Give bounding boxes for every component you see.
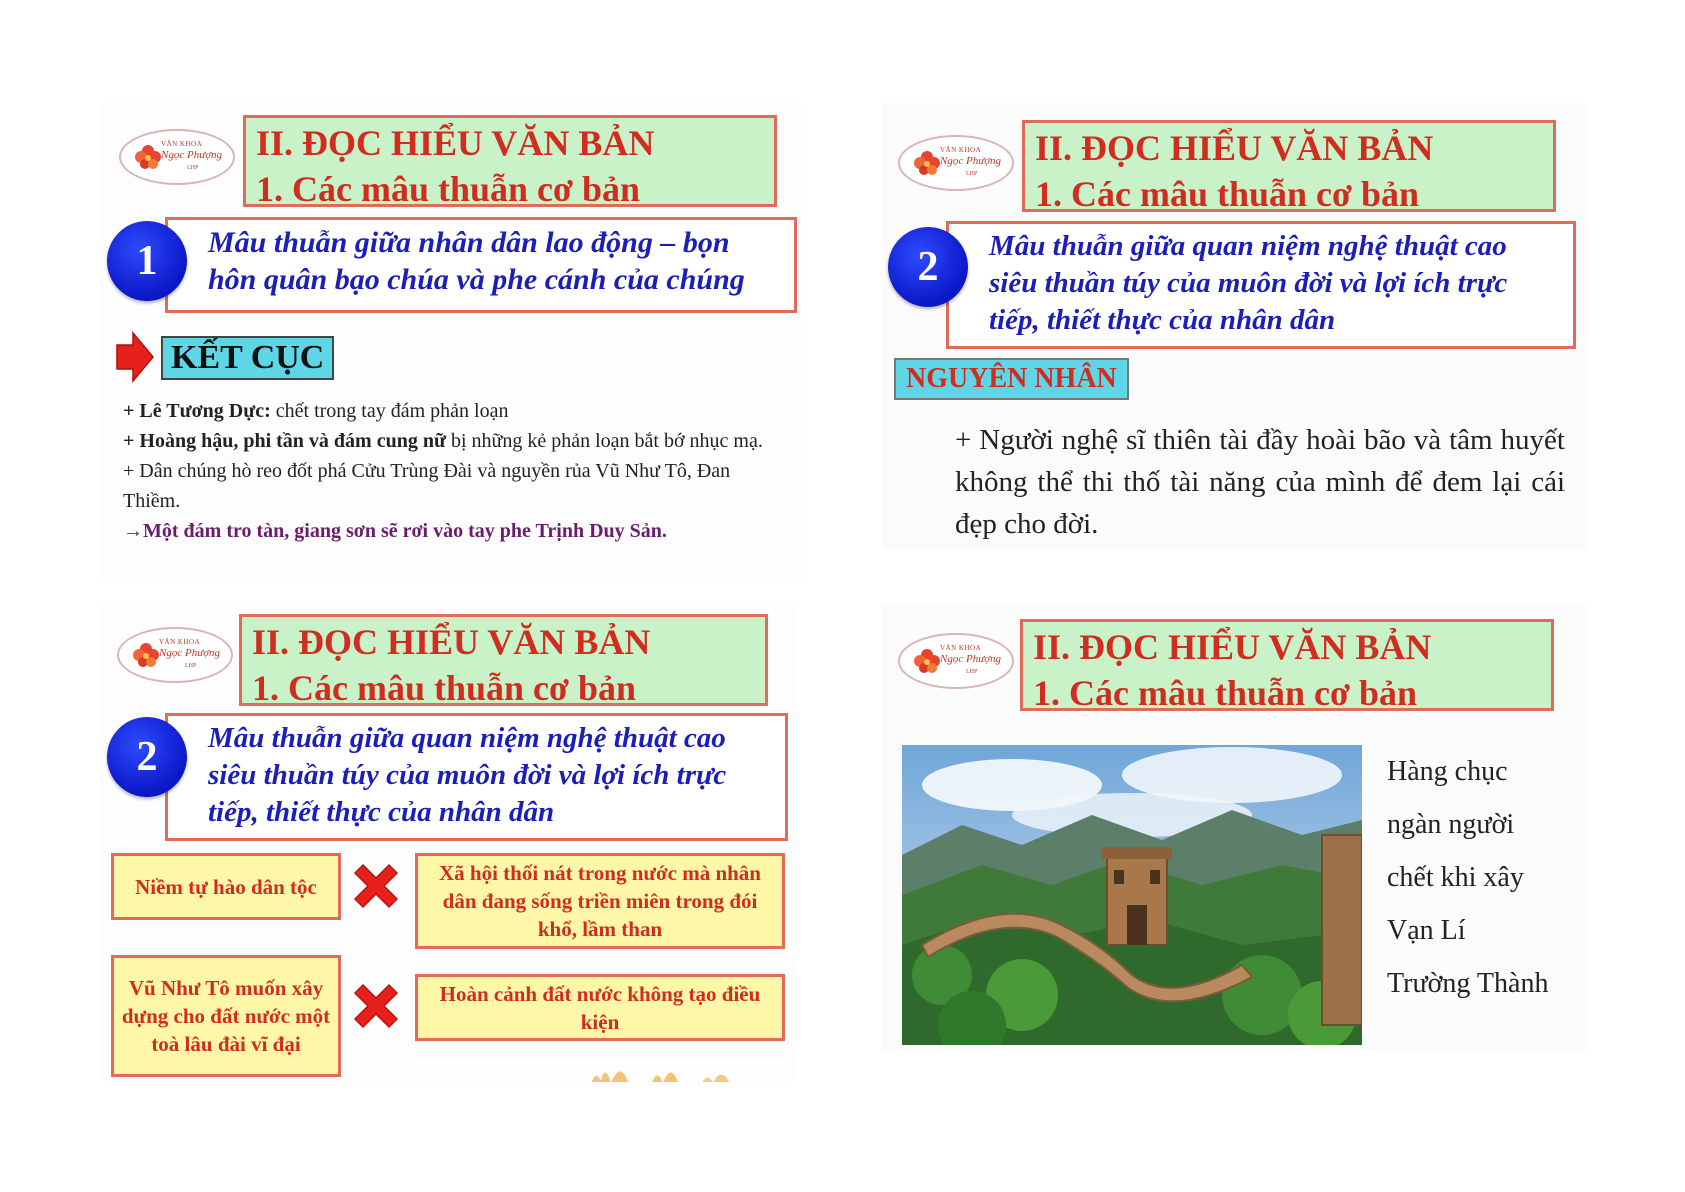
caption-line: Hàng chục xyxy=(1387,756,1508,787)
x-mark-icon xyxy=(349,979,403,1033)
slide-title xyxy=(243,115,777,207)
slide-2 xyxy=(882,103,1587,550)
logo-line1: VĂN KHOA xyxy=(940,146,982,154)
list-item xyxy=(123,456,788,516)
logo-badge xyxy=(898,135,1014,191)
logo-line3: LHP xyxy=(185,663,197,669)
conclusion-text: →Một đám tro tàn, giang sơn sẽ rơi vào tay phe Trịnh Duy Sản. xyxy=(123,520,667,542)
caption-line: Trường Thành xyxy=(1387,968,1549,999)
conflict-text: Mâu thuẫn giữa quan niệm nghệ thuật cao siêu thuần túy của muôn đời và lợi ích trực tiếp, thiết thực của nhân dân xyxy=(208,722,727,828)
pride-box: Niềm tự hào dân tộc xyxy=(111,853,341,920)
wall-caption xyxy=(1387,745,1548,1010)
slide-title xyxy=(1020,619,1554,711)
circumstance-box: Hoàn cảnh đất nước không tạo điều kiện xyxy=(415,974,785,1041)
number-badge: 1 xyxy=(107,221,187,301)
logo-line3: LHP xyxy=(187,165,199,171)
slide-3 xyxy=(101,605,795,1082)
conflict-statement xyxy=(165,713,788,841)
logo-line3: LHP xyxy=(966,669,978,675)
item-bold: + Hoàng hậu, phi tần và đám cung nữ xyxy=(123,430,446,452)
society-box: Xã hội thối nát trong nước mà nhân dân đang sống triền miên trong đói khổ, lầm than xyxy=(415,853,785,949)
logo-line1: VĂN KHOA xyxy=(159,638,201,646)
flower-icon xyxy=(914,149,940,175)
flower-icon xyxy=(133,641,159,667)
cause-text: + Người nghệ sĩ thiên tài đầy hoài bão và tâm huyết không thể thi thố tài năng của mình để đem lại cái đẹp cho đời. xyxy=(955,424,1565,540)
flower-icon xyxy=(914,647,940,673)
item-bold: + Lê Tương Dực: xyxy=(123,400,271,422)
conflict-statement xyxy=(946,221,1576,349)
title-line2: 1. Các mâu thuẫn cơ bản xyxy=(252,668,636,708)
conflict-text: Mâu thuẫn giữa quan niệm nghệ thuật cao siêu thuần túy của muôn đời và lợi ích trực tiếp, thiết thực của nhân dân xyxy=(989,230,1508,336)
ketcuc-list xyxy=(123,396,788,546)
number-badge: 2 xyxy=(107,717,187,797)
caption-line: Vạn Lí xyxy=(1387,915,1466,946)
item-text: bị những kẻ phản loạn bắt bớ nhục mạ. xyxy=(445,430,763,452)
title-line2: 1. Các mâu thuẫn cơ bản xyxy=(1035,174,1419,214)
slide-4 xyxy=(882,605,1587,1050)
title-line1: II. ĐỌC HIỂU VĂN BẢN xyxy=(256,123,655,163)
logo-badge xyxy=(898,633,1014,689)
great-wall-image xyxy=(902,745,1362,1045)
title-line2: 1. Các mâu thuẫn cơ bản xyxy=(1033,673,1417,713)
title-line1: II. ĐỌC HIỂU VĂN BẢN xyxy=(1035,128,1434,168)
logo-line2: Ngọc Phượng xyxy=(159,647,221,659)
ambition-box: Vũ Như Tô muốn xây dựng cho đất nước một toà lâu đài vĩ đại xyxy=(111,955,341,1077)
cause-label: NGUYÊN NHÂN xyxy=(894,358,1129,400)
title-line1: II. ĐỌC HIỂU VĂN BẢN xyxy=(1033,627,1432,667)
logo-line2: Ngọc Phượng xyxy=(940,653,1002,665)
flower-icon xyxy=(135,143,161,169)
item-text: + Dân chúng hò reo đốt phá Cửu Trùng Đài và nguyền rủa Vũ Như Tô, Đan Thiềm. xyxy=(123,460,731,512)
x-mark-icon xyxy=(349,859,403,913)
slide-title xyxy=(1022,120,1556,212)
slide-1 xyxy=(101,103,806,579)
caption-line: chết khi xây xyxy=(1387,862,1524,893)
logo-badge xyxy=(117,627,233,683)
logo-badge xyxy=(119,129,235,185)
logo-line1: VĂN KHOA xyxy=(940,644,982,652)
conflict-statement xyxy=(165,217,797,313)
logo-line1: VĂN KHOA xyxy=(161,140,203,148)
list-item xyxy=(123,426,788,456)
flame-decoration xyxy=(581,1055,741,1082)
conflict-text: Mâu thuẫn giữa nhân dân lao động – bọn hôn quân bạo chúa và phe cánh của chúng xyxy=(208,226,745,296)
number-badge: 2 xyxy=(888,227,968,307)
title-line1: II. ĐỌC HIỂU VĂN BẢN xyxy=(252,622,651,662)
ketcuc-label: KẾT CỤC xyxy=(161,336,334,380)
logo-line2: Ngọc Phượng xyxy=(940,155,1002,167)
title-line2: 1. Các mâu thuẫn cơ bản xyxy=(256,169,640,209)
slide-title xyxy=(239,614,768,706)
item-text: chết trong tay đám phản loạn xyxy=(270,400,509,422)
logo-line3: LHP xyxy=(966,171,978,177)
caption-line: ngàn người xyxy=(1387,809,1515,840)
logo-line2: Ngọc Phượng xyxy=(161,149,223,161)
arrow-right-icon xyxy=(115,331,155,383)
list-item xyxy=(123,396,788,426)
